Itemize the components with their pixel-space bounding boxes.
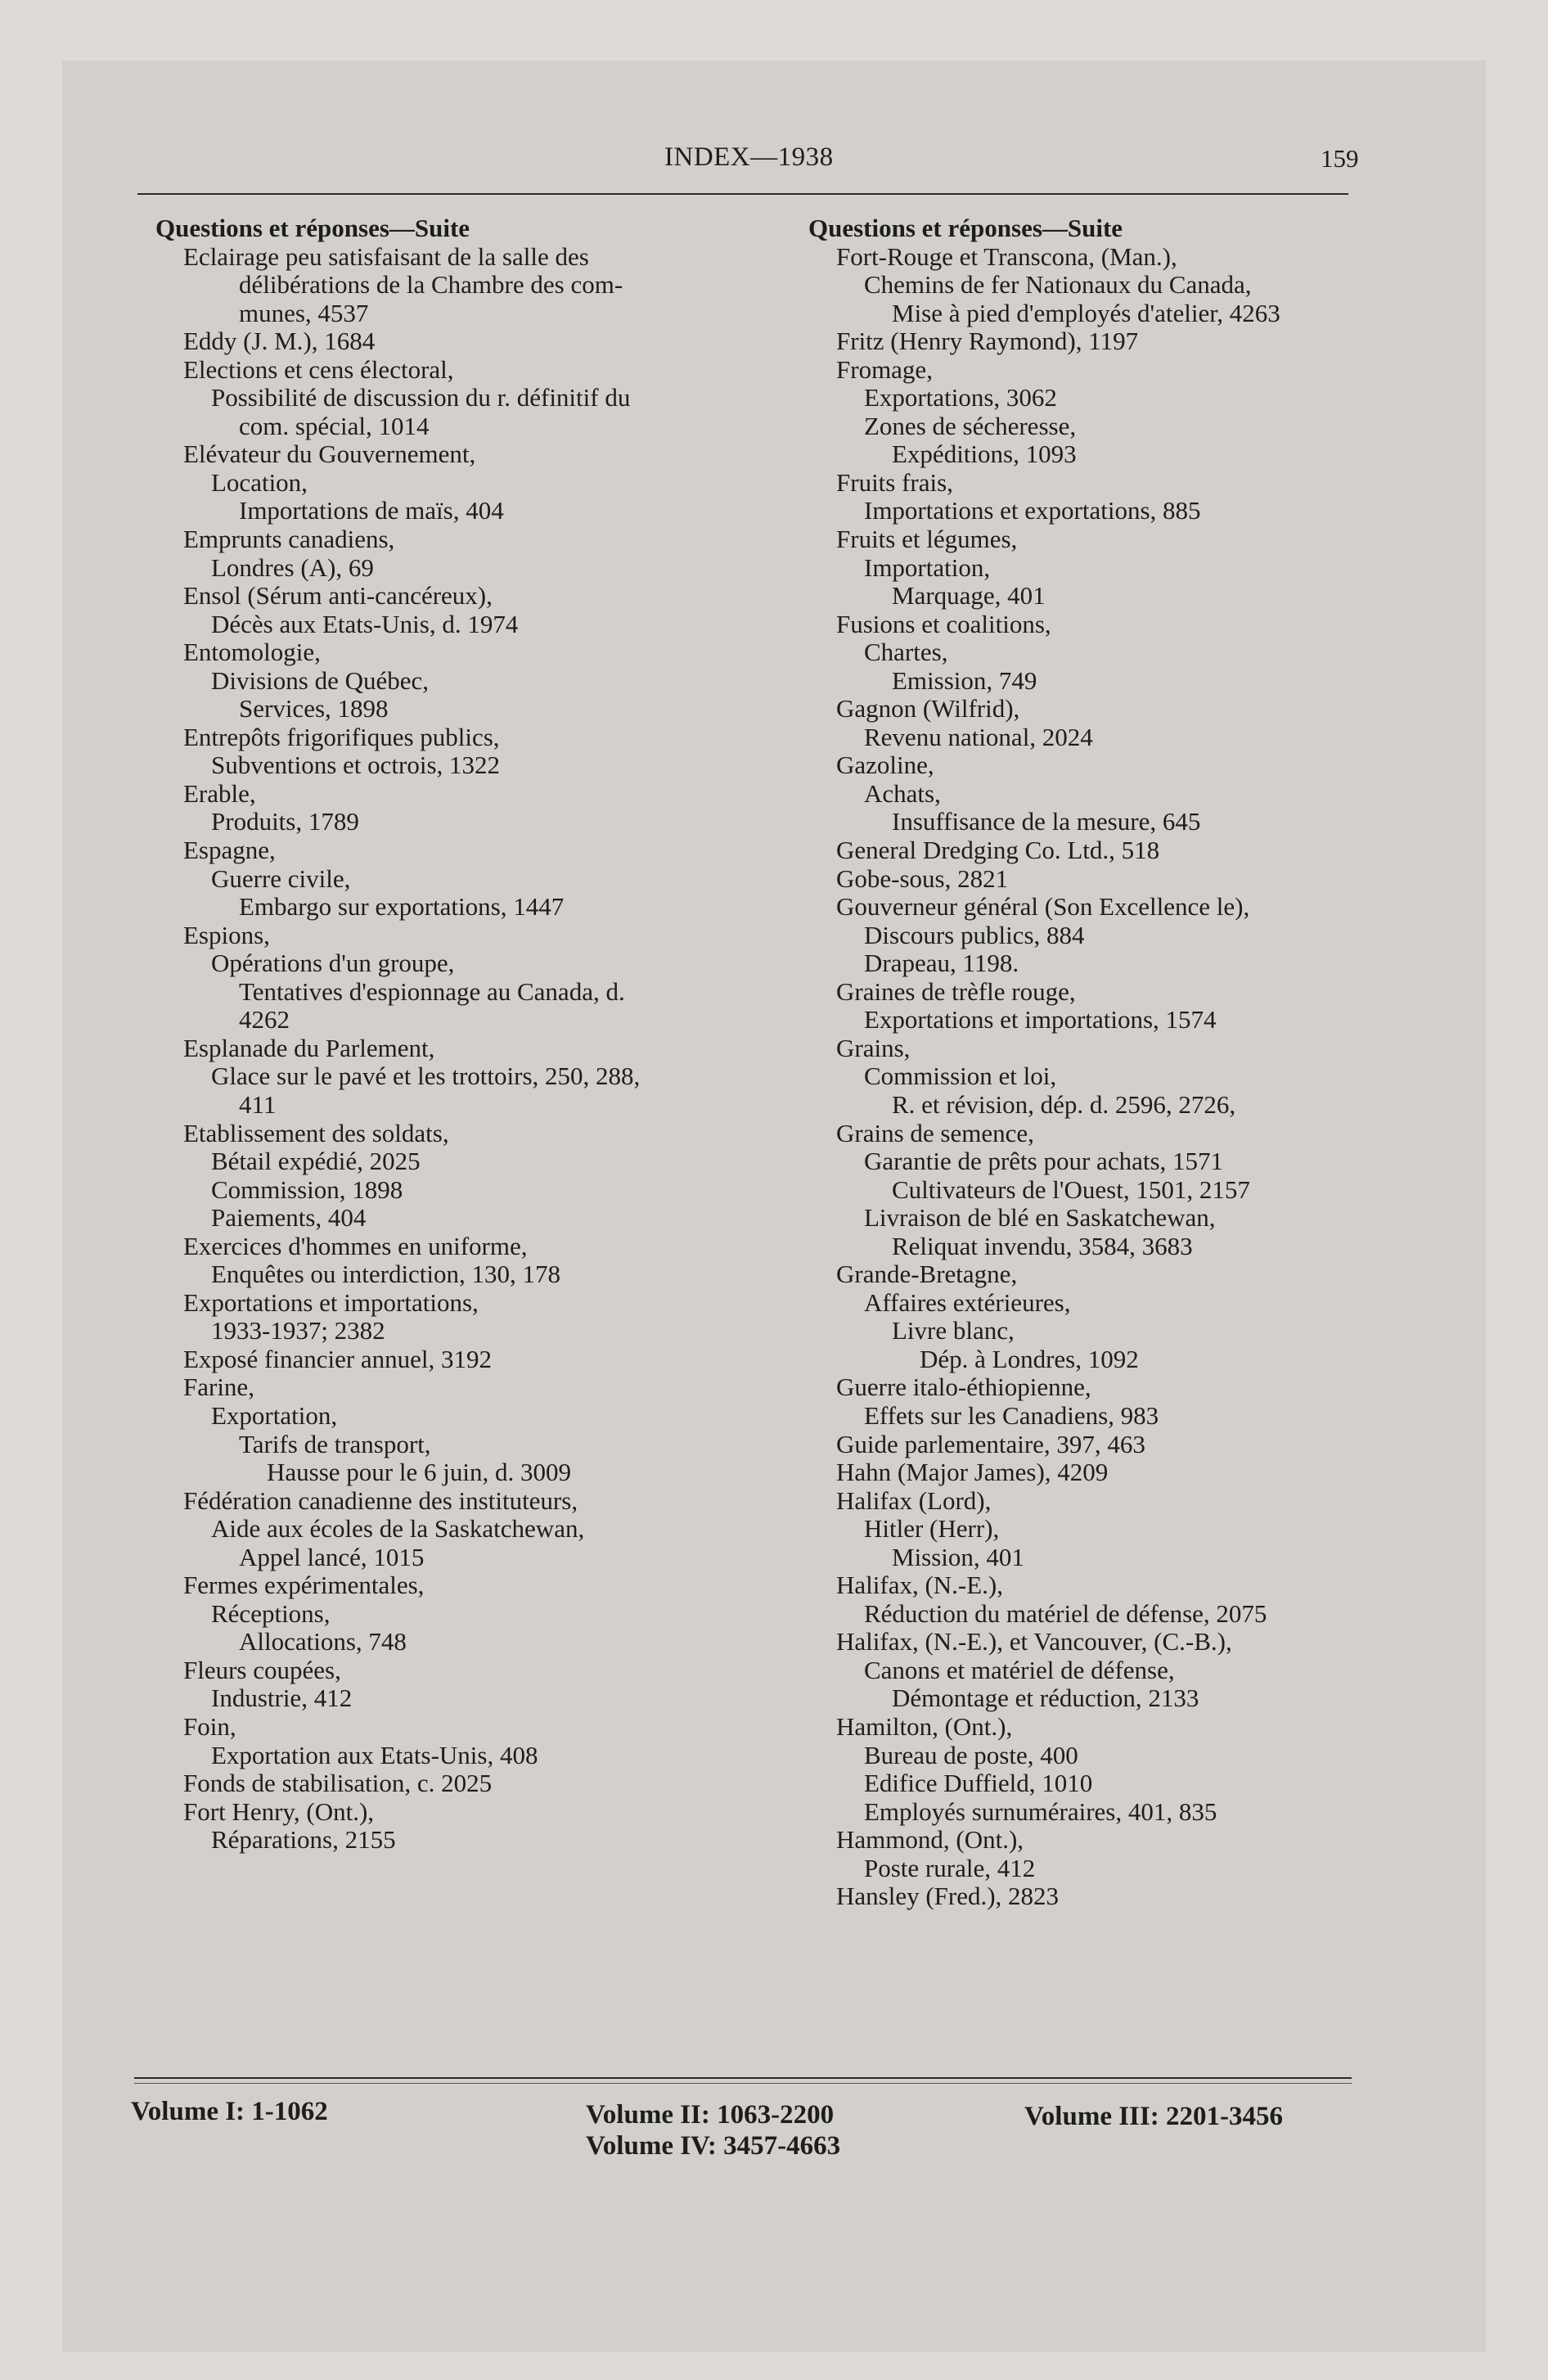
index-entry: Réceptions, <box>211 1598 331 1628</box>
index-entry: Entomologie, <box>183 638 321 667</box>
index-entry: Guerre civile, <box>211 863 351 893</box>
index-entry: Allocations, 748 <box>239 1627 407 1657</box>
index-entry: Opérations d'un groupe, <box>211 949 455 978</box>
index-entry: Hansley (Fred.), 2823 <box>836 1882 1060 1911</box>
index-entry: Affaires extérieures, <box>864 1287 1071 1317</box>
index-entry: Eclairage peu satisfaisant de la salle des <box>183 241 589 271</box>
index-entry: Services, 1898 <box>239 694 389 723</box>
index-entry: Paiements, 404 <box>211 1203 367 1233</box>
index-entry: R. et révision, dép. d. 2596, 2726, <box>892 1089 1236 1119</box>
index-entry: Londres (A), 69 <box>211 552 374 582</box>
page-number: 159 <box>1321 144 1359 173</box>
index-entry: Chemins de fer Nationaux du Canada, <box>864 270 1252 300</box>
index-entry: Livre blanc, <box>892 1316 1015 1346</box>
index-entry: Importation, <box>864 552 991 582</box>
index-entry: délibérations de la Chambre des com- <box>239 270 623 300</box>
index-entry: Gobe-sous, 2821 <box>836 863 1009 893</box>
index-entry: Farine, <box>183 1373 254 1402</box>
index-entry: Commission et loi, <box>864 1062 1057 1091</box>
index-entry: Commission, 1898 <box>211 1174 403 1204</box>
index-entry: Importations de maïs, 404 <box>239 496 504 525</box>
volume-range-3: Volume III: 2201-3456 <box>1024 2102 1283 2131</box>
index-entry: Fromage, <box>836 354 933 384</box>
index-entry: Industrie, 412 <box>211 1684 353 1713</box>
index-entry: 411 <box>239 1089 277 1119</box>
section-heading: Questions et réponses—Suite <box>808 214 1123 242</box>
index-entry: Revenu national, 2024 <box>864 722 1093 751</box>
index-entry: Achats, <box>864 778 941 808</box>
index-entry: Hammond, (Ont.), <box>836 1825 1024 1855</box>
index-entry: Aide aux écoles de la Saskatchewan, <box>211 1514 585 1544</box>
index-entry: Exportation aux Etats-Unis, 408 <box>211 1740 538 1769</box>
index-column-left <box>155 214 749 1855</box>
index-entry: Poste rurale, 412 <box>864 1853 1036 1882</box>
index-entry: Elections et cens électoral, <box>183 354 454 384</box>
index-entry: Embargo sur exportations, 1447 <box>239 892 565 922</box>
index-entry: Reliquat invendu, 3584, 3683 <box>892 1231 1193 1260</box>
page-title: INDEX—1938 <box>664 142 834 172</box>
index-entry: Grains, <box>836 1033 911 1062</box>
index-entry: Expéditions, 1093 <box>892 439 1077 469</box>
index-entry: Subventions et octrois, 1322 <box>211 751 501 780</box>
index-entry: Fruits et légumes, <box>836 525 1018 554</box>
index-entry: Employés surnuméraires, 401, 835 <box>864 1796 1217 1826</box>
footer-rule-thin <box>134 2083 1352 2084</box>
index-entry: Fonds de stabilisation, c. 2025 <box>183 1769 493 1798</box>
index-entry: Halifax (Lord), <box>836 1485 992 1515</box>
index-entry: Mission, 401 <box>892 1542 1024 1571</box>
index-entry: Divisions de Québec, <box>211 665 430 695</box>
index-entry: Hahn (Major James), 4209 <box>836 1458 1109 1487</box>
index-entry: Gagnon (Wilfrid), <box>836 694 1020 723</box>
index-entry: Espions, <box>183 920 270 949</box>
index-column-right <box>808 214 1358 1911</box>
index-entry: Livraison de blé en Saskatchewan, <box>864 1203 1216 1233</box>
index-entry: Halifax, (N.-E.), <box>836 1571 1003 1600</box>
index-entry: Cultivateurs de l'Ouest, 1501, 2157 <box>892 1174 1250 1204</box>
index-entry: Halifax, (N.-E.), et Vancouver, (C.-B.), <box>836 1627 1232 1657</box>
index-entry: munes, 4537 <box>239 298 369 327</box>
index-entry: Fritz (Henry Raymond), 1197 <box>836 327 1139 356</box>
volume-range-4: Volume IV: 3457-4663 <box>586 2131 841 2161</box>
index-entry: Dép. à Londres, 1092 <box>920 1344 1139 1373</box>
index-entry: Fermes expérimentales, <box>183 1571 425 1600</box>
index-entry: Hitler (Herr), <box>864 1514 1000 1544</box>
index-entry: Chartes, <box>864 638 948 667</box>
index-entry: Gouverneur général (Son Excellence le), <box>836 892 1250 922</box>
index-entry: Guerre italo-éthiopienne, <box>836 1373 1091 1402</box>
index-entry: Effets sur les Canadiens, 983 <box>864 1400 1159 1430</box>
index-entry: Appel lancé, 1015 <box>239 1542 425 1571</box>
index-entry: Discours publics, 884 <box>864 920 1085 949</box>
index-entry: Bureau de poste, 400 <box>864 1740 1078 1769</box>
index-entry: Erable, <box>183 778 256 808</box>
index-entry: Exportations et importations, <box>183 1287 479 1317</box>
index-entry: Fort-Rouge et Transcona, (Man.), <box>836 241 1177 271</box>
index-entry: Garantie de prêts pour achats, 1571 <box>864 1147 1224 1176</box>
index-entry: Emprunts canadiens, <box>183 525 395 554</box>
index-entry: Décès aux Etats-Unis, d. 1974 <box>211 609 519 638</box>
index-entry: Graines de trèfle rouge, <box>836 976 1076 1006</box>
index-entry: Esplanade du Parlement, <box>183 1033 435 1062</box>
index-entry: Exposé financier annuel, 3192 <box>183 1344 493 1373</box>
index-entry: com. spécial, 1014 <box>239 411 430 440</box>
index-entry: Grains de semence, <box>836 1118 1034 1147</box>
index-entry: Drapeau, 1198. <box>864 949 1019 978</box>
index-entry: Entrepôts frigorifiques publics, <box>183 722 500 751</box>
index-entry: Emission, 749 <box>892 665 1037 695</box>
index-entry: Fruits frais, <box>836 467 953 497</box>
index-entry: 4262 <box>239 1005 290 1034</box>
index-entry: 1933-1937; 2382 <box>211 1316 385 1346</box>
index-entry: Exportations et importations, 1574 <box>864 1005 1217 1034</box>
index-entry: Tentatives d'espionnage au Canada, d. <box>239 976 625 1006</box>
index-entry: Zones de sécheresse, <box>864 411 1077 440</box>
index-entry: Elévateur du Gouvernement, <box>183 439 476 469</box>
index-entry: Foin, <box>183 1711 236 1741</box>
index-entry: Mise à pied d'employés d'atelier, 4263 <box>892 298 1280 327</box>
index-entry: Location, <box>211 467 308 497</box>
index-entry: Fleurs coupées, <box>183 1655 341 1684</box>
index-entry: Réduction du matériel de défense, 2075 <box>864 1598 1267 1628</box>
index-entry: Fusions et coalitions, <box>836 609 1051 638</box>
index-entry: Démontage et réduction, 2133 <box>892 1684 1199 1713</box>
index-entry: Hausse pour le 6 juin, d. 3009 <box>267 1458 571 1487</box>
index-entry: Importations et exportations, 885 <box>864 496 1201 525</box>
index-entry: Bétail expédié, 2025 <box>211 1147 421 1176</box>
index-entry: Insuffisance de la mesure, 645 <box>892 807 1201 836</box>
index-entry: Enquêtes ou interdiction, 130, 178 <box>211 1260 561 1289</box>
index-entry: Tarifs de transport, <box>239 1429 431 1458</box>
volume-range-1: Volume I: 1-1062 <box>131 2097 328 2126</box>
index-entry: Gazoline, <box>836 751 934 780</box>
index-entry: Produits, 1789 <box>211 807 359 836</box>
index-entry: Exercices d'hommes en uniforme, <box>183 1231 528 1260</box>
index-entry: Exportations, 3062 <box>864 383 1057 412</box>
index-entry: Fédération canadienne des instituteurs, <box>183 1485 578 1515</box>
index-entry: Fort Henry, (Ont.), <box>183 1796 375 1826</box>
index-entry: Marquage, 401 <box>892 581 1046 611</box>
index-entry: Glace sur le pavé et les trottoirs, 250, 288, <box>211 1062 641 1091</box>
volume-range-2: Volume II: 1063-2200 <box>586 2100 835 2130</box>
section-heading: Questions et réponses—Suite <box>155 214 470 242</box>
index-entry: Réparations, 2155 <box>211 1825 396 1855</box>
index-entry: Eddy (J. M.), 1684 <box>183 327 376 356</box>
index-entry: Ensol (Sérum anti-cancéreux), <box>183 581 493 611</box>
index-entry: Edifice Duffield, 1010 <box>864 1769 1093 1798</box>
index-entry: General Dredging Co. Ltd., 518 <box>836 836 1160 865</box>
header-rule <box>137 193 1348 195</box>
index-entry: Espagne, <box>183 836 276 865</box>
index-entry: Guide parlementaire, 397, 463 <box>836 1429 1145 1458</box>
index-entry: Exportation, <box>211 1400 338 1430</box>
index-entry: Grande-Bretagne, <box>836 1260 1018 1289</box>
index-entry: Etablissement des soldats, <box>183 1118 449 1147</box>
index-entry: Canons et matériel de défense, <box>864 1655 1175 1684</box>
index-entry: Possibilité de discussion du r. définitif du <box>211 383 631 412</box>
index-entry: Hamilton, (Ont.), <box>836 1711 1013 1741</box>
footer-rule <box>134 2077 1352 2079</box>
